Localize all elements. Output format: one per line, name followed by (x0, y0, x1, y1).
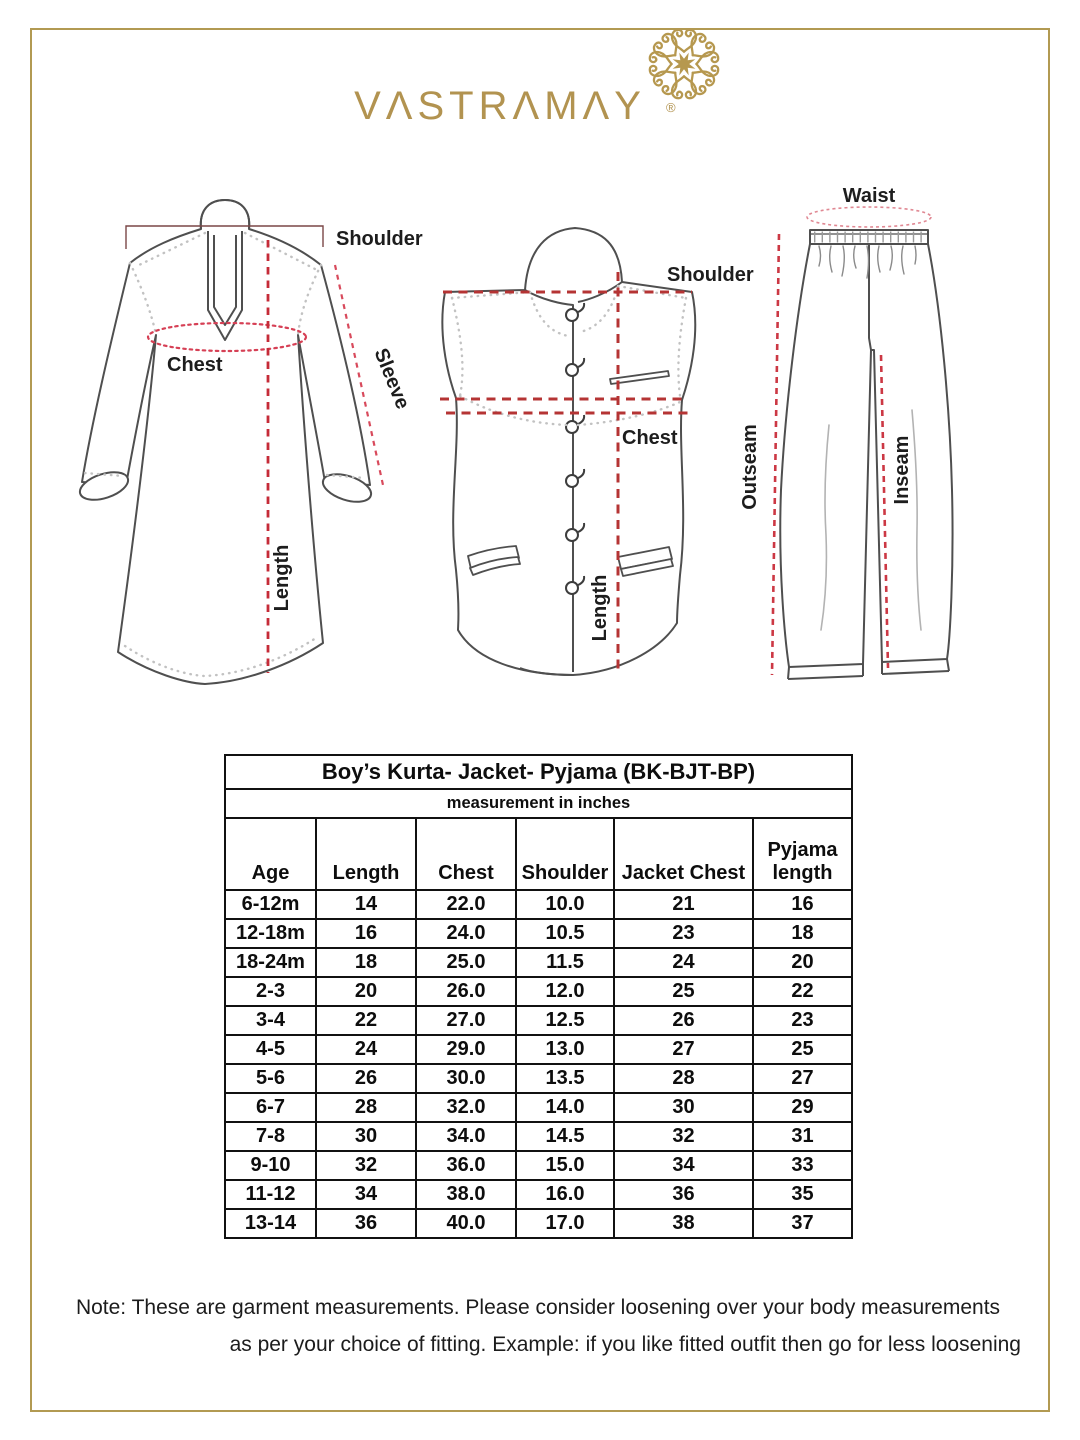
table-cell: 29.0 (416, 1035, 516, 1064)
table-cell: 25 (614, 977, 753, 1006)
table-cell: 23 (614, 919, 753, 948)
table-cell: 14 (316, 890, 416, 919)
table-cell: 27 (614, 1035, 753, 1064)
brand-emblem-icon (646, 26, 722, 102)
table-title: Boy’s Kurta- Jacket- Pyjama (BK-BJT-BP) (225, 755, 852, 789)
table-cell: 38 (614, 1209, 753, 1238)
pyjama-inseam-label: Inseam (891, 435, 913, 505)
table-cell: 22.0 (416, 890, 516, 919)
table-subtitle-row (225, 789, 852, 818)
note-line-2: as per your choice of fitting. Example: if you like fitted outfit then go for less loosening (229, 1333, 1021, 1356)
table-row (225, 890, 852, 919)
table-cell: 16.0 (516, 1180, 614, 1209)
table-cell: 25.0 (416, 948, 516, 977)
kurta-sleeve-label: Sleeve (369, 345, 414, 413)
col-header-length: Length (316, 818, 416, 890)
table-cell: 20 (316, 977, 416, 1006)
table-cell: 6-7 (225, 1093, 316, 1122)
jacket-length-label: Length (589, 574, 611, 642)
table-row (225, 948, 852, 977)
table-cell: 26 (316, 1064, 416, 1093)
table-cell: 26 (614, 1006, 753, 1035)
table-cell: 27 (753, 1064, 852, 1093)
col-header-shoulder: Shoulder (516, 818, 614, 890)
table-cell: 28 (614, 1064, 753, 1093)
pyjama-waist-label: Waist (842, 185, 896, 207)
table-cell: 23 (753, 1006, 852, 1035)
table-cell: 29 (753, 1093, 852, 1122)
table-cell: 11-12 (225, 1180, 316, 1209)
table-cell: 30 (316, 1122, 416, 1151)
table-cell: 32 (316, 1151, 416, 1180)
table-cell: 22 (316, 1006, 416, 1035)
table-cell: 31 (753, 1122, 852, 1151)
table-cell: 35 (753, 1180, 852, 1209)
measurement-note (55, 1289, 1021, 1363)
table-row (225, 1151, 852, 1180)
table-cell: 10.0 (516, 890, 614, 919)
table-cell: 27.0 (416, 1006, 516, 1035)
pyjama-outseam-label: Outseam (739, 424, 761, 510)
table-cell: 18-24m (225, 948, 316, 977)
table-cell: 13-14 (225, 1209, 316, 1238)
table-cell: 32 (614, 1122, 753, 1151)
table-row (225, 1064, 852, 1093)
table-cell: 28 (316, 1093, 416, 1122)
table-cell: 24 (614, 948, 753, 977)
table-cell: 5-6 (225, 1064, 316, 1093)
registered-trademark: ® (666, 100, 676, 115)
table-cell: 37 (753, 1209, 852, 1238)
table-cell: 12.0 (516, 977, 614, 1006)
jacket-shoulder-label: Shoulder (667, 264, 754, 286)
table-cell: 7-8 (225, 1122, 316, 1151)
table-cell: 16 (316, 919, 416, 948)
table-cell: 18 (316, 948, 416, 977)
table-row (225, 1180, 852, 1209)
table-row (225, 919, 852, 948)
table-cell: 34.0 (416, 1122, 516, 1151)
table-cell: 12.5 (516, 1006, 614, 1035)
table-cell: 25 (753, 1035, 852, 1064)
table-cell: 11.5 (516, 948, 614, 977)
table-cell: 34 (316, 1180, 416, 1209)
table-row (225, 1209, 852, 1238)
table-cell: 24.0 (416, 919, 516, 948)
table-cell: 33 (753, 1151, 852, 1180)
kurta-chest-label: Chest (167, 354, 223, 376)
kurta-diagram (55, 185, 425, 705)
table-cell: 32.0 (416, 1093, 516, 1122)
col-header-chest: Chest (416, 818, 516, 890)
table-cell: 38.0 (416, 1180, 516, 1209)
table-cell: 30 (614, 1093, 753, 1122)
col-header-age: Age (225, 818, 316, 890)
table-cell: 30.0 (416, 1064, 516, 1093)
table-cell: 17.0 (516, 1209, 614, 1238)
table-cell: 6-12m (225, 890, 316, 919)
note-line-1: Note: These are garment measurements. Please consider loosening over your body measurements (75, 1296, 1001, 1319)
table-cell: 36.0 (416, 1151, 516, 1180)
table-cell: 18 (753, 919, 852, 948)
table-cell: 20 (753, 948, 852, 977)
table-title-row (225, 755, 852, 789)
table-cell: 10.5 (516, 919, 614, 948)
table-cell: 14.0 (516, 1093, 614, 1122)
kurta-length-label: Length (271, 544, 293, 612)
col-header-jacket-chest: Jacket Chest (614, 818, 753, 890)
table-row (225, 1122, 852, 1151)
table-header-row (225, 818, 852, 890)
table-cell: 13.0 (516, 1035, 614, 1064)
table-cell: 24 (316, 1035, 416, 1064)
pyjama-diagram (735, 170, 1065, 700)
table-cell: 14.5 (516, 1122, 614, 1151)
kurta-shoulder-label: Shoulder (336, 228, 423, 250)
jacket-chest-label: Chest (622, 427, 678, 449)
size-table-body (225, 890, 852, 1238)
table-row (225, 1035, 852, 1064)
table-cell: 16 (753, 890, 852, 919)
table-cell: 13.5 (516, 1064, 614, 1093)
table-cell: 12-18m (225, 919, 316, 948)
table-cell: 2-3 (225, 977, 316, 1006)
table-cell: 36 (316, 1209, 416, 1238)
table-cell: 22 (753, 977, 852, 1006)
table-row (225, 1093, 852, 1122)
size-table (224, 754, 853, 1239)
table-cell: 34 (614, 1151, 753, 1180)
table-cell: 36 (614, 1180, 753, 1209)
table-cell: 15.0 (516, 1151, 614, 1180)
table-cell: 3-4 (225, 1006, 316, 1035)
table-cell: 9-10 (225, 1151, 316, 1180)
table-cell: 40.0 (416, 1209, 516, 1238)
table-cell: 4-5 (225, 1035, 316, 1064)
table-row (225, 977, 852, 1006)
table-subtitle: measurement in inches (225, 789, 852, 818)
col-header-pyjama-length: Pyjama length (753, 818, 852, 890)
brand-logo-text: VΛSTRΛMΛY (354, 84, 646, 128)
table-cell: 21 (614, 890, 753, 919)
table-row (225, 1006, 852, 1035)
table-cell: 26.0 (416, 977, 516, 1006)
